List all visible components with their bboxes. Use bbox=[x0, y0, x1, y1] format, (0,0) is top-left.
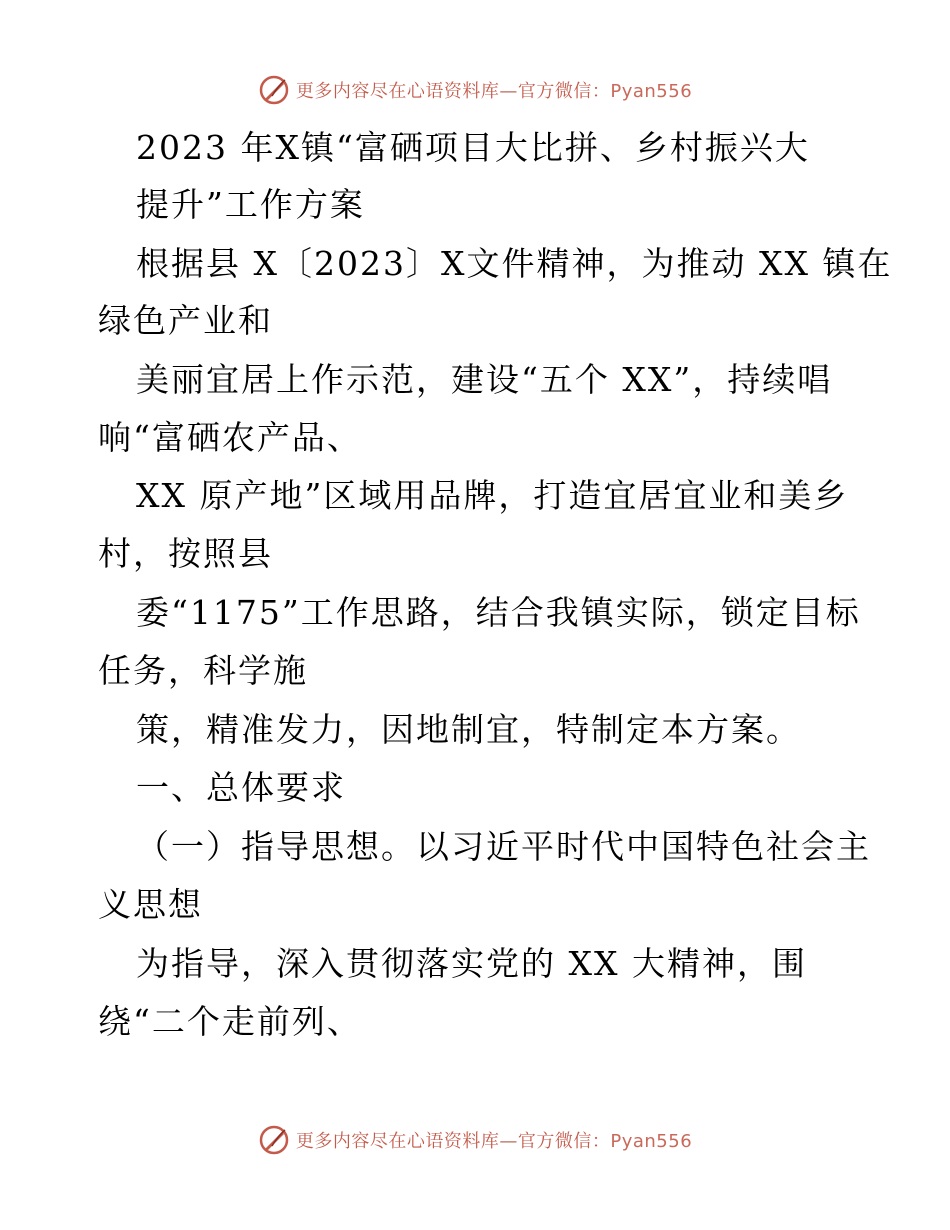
watermark-brand: 更多内容尽在心语资料库 bbox=[295, 1131, 500, 1152]
header-watermark bbox=[0, 70, 950, 110]
paragraph-line: 响“富硒农产品、 bbox=[98, 418, 362, 457]
paragraph-line: XX 原产地”区域用品牌，打造宜居宜业和美乡 bbox=[136, 476, 849, 515]
watermark-wechat-label: 官方微信： bbox=[517, 81, 611, 102]
quill-logo-icon bbox=[258, 74, 290, 106]
section-heading: 一、总体要求 bbox=[136, 768, 346, 807]
paragraph-line: 绿色产业和 bbox=[98, 301, 273, 340]
watermark-text bbox=[296, 77, 692, 103]
document-title-line: 提升”工作方案 bbox=[136, 185, 365, 224]
paragraph-line: 根据县 X〔2023〕X文件精神，为推动 XX 镇在 bbox=[136, 244, 893, 283]
watermark-separator: — bbox=[499, 1131, 518, 1152]
paragraph-line: 任务，科学施 bbox=[98, 651, 308, 690]
watermark-wechat-id: Pyan556 bbox=[610, 1131, 693, 1152]
paragraph-line: 美丽宜居上作示范，建设“五个 XX”，持续唱 bbox=[136, 360, 833, 399]
watermark-wechat-label: 官方微信： bbox=[517, 1131, 611, 1152]
paragraph-line: 义思想 bbox=[98, 885, 203, 924]
watermark-text bbox=[296, 1127, 692, 1153]
footer-watermark bbox=[0, 1120, 950, 1160]
watermark-brand: 更多内容尽在心语资料库 bbox=[295, 81, 500, 102]
watermark-separator: — bbox=[499, 81, 518, 102]
paragraph-line: 策，精准发力，因地制宜，特制定本方案。 bbox=[136, 710, 801, 749]
paragraph-line: 委“1175”工作思路，结合我镇实际，锁定目标 bbox=[136, 593, 861, 632]
document-title-line: 2023 年X镇“富硒项目大比拼、乡村振兴大 bbox=[136, 128, 810, 167]
watermark-wechat-id: Pyan556 bbox=[610, 81, 693, 102]
quill-logo-icon bbox=[258, 1124, 290, 1156]
paragraph-line: 村，按照县 bbox=[98, 534, 273, 573]
subsection-heading-line: （一）指导思想。以习近平时代中国特色社会主 bbox=[136, 827, 871, 866]
paragraph-line: 为指导，深入贯彻落实党的 XX 大精神，围 bbox=[136, 944, 807, 983]
paragraph-line: 绕“二个走前列、 bbox=[98, 1002, 362, 1041]
